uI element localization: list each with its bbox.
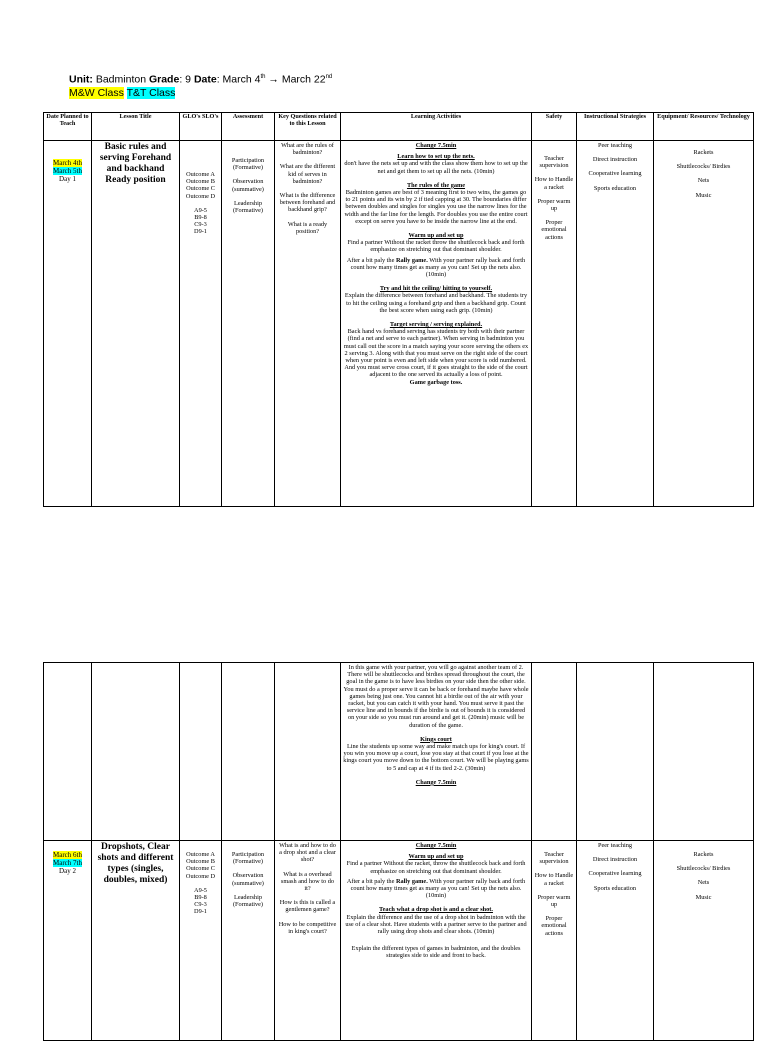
class-tt: T&T Class: [126, 86, 176, 99]
day1-title-text: Basic rules and serving Forehand and backhand Ready position: [99, 142, 172, 185]
equip-4: Music: [695, 191, 712, 199]
outcome-a: Outcome A: [186, 171, 215, 178]
class-mw: M&W Class: [69, 86, 124, 99]
act-target: Back hand vs forehand serving has students try both with their partner (find a net and serve to each partner). When serving in badminton you must call out the score in a match saying your score serving the others ex 2 serving 3. Along with that you must serve on the right side of the court when your point is even and left side when your score is odd numbered. And you must serve cross court, if it goes straight to the side of the court adjacent to the one served its actually a loss of point.: [343, 328, 529, 379]
d2-safety-2: How to Handle a racket: [534, 872, 574, 887]
continuation-row: [44, 663, 754, 841]
day1-date: [44, 141, 92, 507]
d2-slo-2: B9-8: [194, 894, 207, 902]
day2-glo: [180, 841, 222, 1041]
d2-outcome-a: Outcome A: [186, 851, 215, 858]
lesson-table-day1: [43, 112, 754, 507]
day2-date-2: March 7th: [53, 859, 82, 867]
date-sup-2: nd: [325, 74, 333, 80]
question-1: What are the rules of badminton?: [281, 142, 334, 157]
warm2-a: After a bit paly the: [346, 256, 396, 264]
equip-2: Shuttlecocks/ Birdies: [676, 163, 731, 171]
day1-glo: [180, 141, 222, 507]
safety-1: Teacher supervision: [539, 155, 569, 170]
d2-act-warm-2: [343, 878, 529, 900]
col-assessment: Assessment: [222, 113, 275, 141]
d2-safety-4: Proper emotional actions: [541, 915, 567, 937]
d2-warm2-a: After a bit paly the: [346, 877, 396, 885]
d2-slo-1: A9-5: [194, 886, 207, 894]
grade-label: Grade: [148, 73, 180, 86]
d2-assess-observation: Observation (summative): [232, 872, 264, 887]
col-glo: GLO's SLO's: [180, 113, 222, 141]
slo-2: B9-8: [194, 214, 207, 222]
d2-warm2-b: Rally game.: [395, 877, 428, 885]
warm2-c: With your partner rally back and forth count how many times get as many as you can! Set up the nets also. (10min): [350, 256, 526, 279]
col-title: Lesson Title: [92, 113, 180, 141]
strategy-4: Sports education: [593, 184, 637, 192]
unit-value: Badminton: [95, 73, 147, 86]
outcome-c: Outcome C: [186, 185, 215, 193]
d2-strategy-1: Peer teaching: [597, 842, 633, 849]
act-garbage: Game garbage toss.: [409, 378, 463, 386]
day1-title: [92, 141, 180, 507]
warm2-b: Rally game.: [395, 256, 428, 264]
act-warm-1: Find a partner Without the racket throw the shuttlecock back and forth emphasize on stretching out that dominant shoulder.: [347, 239, 525, 254]
day1-day: Day 1: [59, 175, 76, 183]
question-2: What are the different kid of serves in badminton?: [279, 163, 336, 185]
day2-questions: [275, 841, 341, 1041]
day1-assessment: [222, 141, 275, 507]
d2-outcome-c: Outcome C: [186, 865, 215, 873]
act-ceiling-heading: Try and hit the ceiling/ hitting to yourself.: [379, 285, 493, 293]
day1-strategies: [577, 141, 654, 507]
class-line: [69, 87, 332, 100]
d2-assess-leadership: Leadership (Formative): [232, 893, 264, 909]
cont-change: Change 7.5min: [415, 778, 457, 786]
date-value: : March 4: [216, 73, 261, 86]
day1-date-2: March 5th: [53, 167, 82, 175]
act-nets-heading: Learn how to set up the nets.: [397, 153, 475, 161]
d2-safety-1: Teacher supervision: [539, 851, 569, 866]
safety-2: How to Handle a racket: [534, 176, 574, 191]
equip-3: Nets: [697, 177, 710, 185]
cont-activities: [341, 663, 532, 841]
d2-equip-3: Nets: [697, 879, 710, 887]
act-ceiling: Explain the difference between forehand and backhand. The students try to hit the ceiling using a forehand grip and then a backhand grip. Count the best score when using each grip. (10min): [344, 292, 528, 314]
d2-act-warm-heading: Warm up and set up: [408, 853, 464, 861]
col-safety: Safety: [532, 113, 577, 141]
garbage-desc: In this game with your partner, you will go against another team of 2. There will be shuttlecocks and birdies spread throughout the court, the goal in the game is to have less birdies on your side then the other side. You must do a proper serve it can be back or forehand maybe have whole games being just one. You cannot hit a birdie out of the air with your racket, but you can catch it with your hand. You must serve it past the service line and in bounds if the birdie is out of bounds it is considered on your side so you must run around and get it. (20min) music will be duration of the game.: [343, 664, 529, 729]
lesson-header: [69, 71, 332, 100]
day1-row: [44, 141, 754, 507]
assess-observation: Observation (summative): [232, 178, 264, 193]
strategy-2: Direct instruction: [592, 156, 638, 164]
d2-assess-participation: Participation (Formative): [231, 851, 265, 866]
outcome-b: Outcome B: [186, 178, 215, 186]
d2-outcome-d: Outcome D: [185, 872, 216, 880]
day2-title-text: Dropshots, Clear shots and different types (singles, doubles, mixed): [97, 842, 174, 885]
d2-equip-4: Music: [695, 893, 712, 901]
day1-equipment: [654, 141, 754, 507]
act-nets: don't have the nets set up and with the class show them how to set up the net and get them to set up all the nets. (10min): [344, 160, 528, 175]
safety-3: Proper warm up: [537, 197, 571, 213]
col-activities: Learning Activities: [341, 113, 532, 141]
question-4: What is a ready position?: [287, 220, 328, 235]
day1-safety: [532, 141, 577, 507]
date-range: → March 22: [265, 73, 326, 86]
slo-4: D9-1: [194, 228, 207, 236]
d2-question-2: What is a overhead smash and how to do it?: [280, 870, 335, 893]
d2-question-3: How is this is called a gentlemen game?: [279, 899, 336, 914]
act-target-heading: Target serving / serving explained.: [389, 321, 483, 329]
date-label: Date: [193, 73, 217, 86]
header-row: [44, 113, 754, 141]
act-rules: Badminton games are best of 3 meaning first to two wins, the games go to 21 points and its win by 2 if tied capping at 30. The boundaries differ between doubles and singles for singles you use the narrow lines for the width and the far line for the length. For doubles you use the entire court except on serve you have to be inside the narrow line at the end.: [344, 189, 528, 225]
slo-3: C9-3: [194, 221, 207, 229]
grade-value: : 9: [179, 73, 192, 86]
d2-equip-1: Rackets: [693, 851, 714, 858]
d2-warm2-c: With your partner rally back and forth count how many times get as many as you can! Set up the nets also. (10min): [350, 877, 526, 900]
day2-assessment: [222, 841, 275, 1041]
kings-heading: Kings court: [420, 735, 452, 743]
unit-line: [69, 71, 332, 87]
day1-questions: [275, 141, 341, 507]
date-sup-1: th: [260, 74, 266, 80]
d2-strategy-2: Direct instruction: [592, 856, 638, 864]
d2-question-4: How to be competitive in king's court?: [278, 920, 337, 935]
day2-title: [92, 841, 180, 1041]
d2-slo-4: D9-1: [194, 908, 207, 916]
d2-equip-2: Shuttlecocks/ Birdies: [676, 865, 731, 873]
d2-act-change: Change 7.5min: [415, 842, 457, 849]
col-equipment: Equipment/ Resources/ Technology: [654, 113, 754, 141]
day2-activities: [341, 841, 532, 1041]
outcome-d: Outcome D: [185, 192, 216, 200]
day2-safety: [532, 841, 577, 1041]
day2-equipment: [654, 841, 754, 1041]
d2-act-drop-heading: Teach what a drop shot is and a clear shot.: [379, 906, 493, 914]
col-strategies: Instructional Strategies: [577, 113, 654, 141]
day2-row: [44, 841, 754, 1041]
day2-date-1: March 6th: [53, 851, 82, 859]
day2-date: [44, 841, 92, 1041]
act-warm-2: [343, 257, 529, 279]
strategy-3: Cooperative learning: [588, 170, 642, 178]
act-rules-heading: The rules of the game: [406, 181, 466, 189]
unit-label: Unit:: [69, 73, 93, 86]
day2-strategies: [577, 841, 654, 1041]
d2-act-drop: Explain the difference and the use of a drop shot in badminton with the use of a clear shot. Have students with a partner serve to the partner and rally using drop shots and clear shots. (10min): [345, 913, 527, 936]
col-date: Date Planned to Teach: [44, 113, 92, 141]
d2-slo-3: C9-3: [194, 901, 207, 909]
assess-participation: Participation (Formative): [231, 157, 265, 172]
safety-4: Proper emotional actions: [541, 219, 567, 241]
assess-leadership: Leadership (Formative): [232, 199, 264, 215]
act-warm-heading: Warm up and set up: [408, 232, 464, 240]
question-3: What is the difference between forehand and backhand grip?: [279, 192, 336, 214]
d2-outcome-b: Outcome B: [186, 858, 215, 866]
day1-date-1: March 4th: [53, 159, 82, 167]
act-change: Change 7.5min: [415, 142, 457, 149]
equip-1: Rackets: [693, 149, 714, 156]
d2-act-warm-1: Find a partner Without the racket, throw the shuttlecock back and forth emphasize on stretching out that dominant shoulder.: [346, 860, 526, 875]
day2-day: Day 2: [59, 867, 76, 875]
lesson-table-day2: [43, 662, 754, 1041]
d2-safety-3: Proper warm up: [537, 893, 571, 909]
slo-1: A9-5: [194, 206, 207, 214]
d2-act-types: Explain the different types of games in badminton, and the doubles strategies side to side and front to back.: [351, 945, 521, 960]
col-questions: Key Questions related to this Lesson: [275, 113, 341, 141]
d2-strategy-4: Sports education: [593, 884, 637, 892]
day1-activities: [341, 141, 532, 507]
d2-strategy-3: Cooperative learning: [588, 870, 642, 878]
kings-desc: Line the students up some way and make match ups for king's court. If you win you move up a court, lose you stay at that court if you lose at the kings court you move down to the bottom court. We will be playing gams to 5 and cap at 4 if its tied 2-2. (30min): [343, 743, 529, 772]
strategy-1: Peer teaching: [597, 142, 633, 149]
d2-question-1: What is and how to do a drop shot and a clear shot?: [279, 842, 336, 864]
